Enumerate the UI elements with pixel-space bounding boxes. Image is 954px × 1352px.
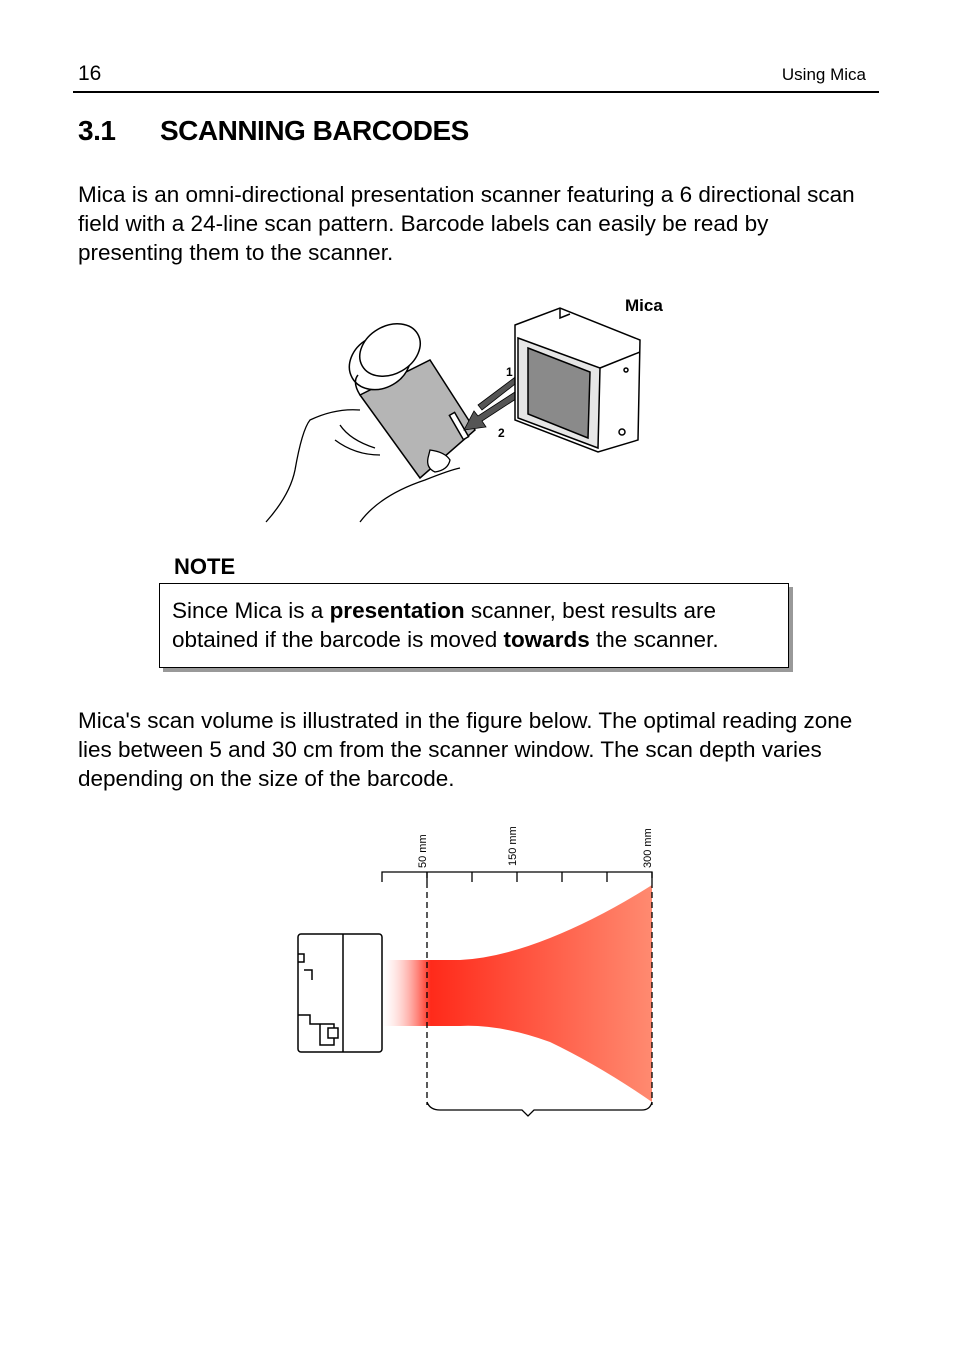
note-text-2: scanner, best results are obtained if the barcode is moved bbox=[172, 598, 716, 652]
running-title: Using Mica bbox=[781, 65, 866, 84]
page-number: 16 bbox=[78, 62, 102, 85]
volume-paragraph: Mica's scan volume is illustrated in the figure below. The optimal reading zone lies between 5 and 30 cm from the scanner window. The scan depth varies depending on the size of the barcode. bbox=[78, 708, 853, 791]
distance-ruler bbox=[382, 872, 652, 882]
note-label: NOTE bbox=[174, 554, 236, 579]
tick-50mm-label: 50 mm bbox=[417, 834, 429, 868]
arrow1-label: 1 bbox=[506, 365, 513, 379]
note-text-1: Since Mica is a bbox=[172, 598, 330, 623]
arrow2-label: 2 bbox=[498, 426, 505, 440]
note-bold-towards: towards bbox=[503, 627, 590, 652]
section-title: SCANNING BARCODES bbox=[160, 115, 469, 146]
reading-zone-bracket bbox=[427, 1102, 652, 1116]
tick-150mm-label: 150 mm bbox=[507, 826, 519, 866]
presentation-figure bbox=[260, 290, 680, 530]
intro-paragraph: Mica is an omni-directional presentation scanner featuring a 6 directional scan field with a 24-line scan pattern. Barcode labels can easily be read by presenting them to the scanner. bbox=[78, 182, 855, 265]
scanner-label: Mica bbox=[625, 296, 663, 315]
scanner-illustration bbox=[515, 308, 640, 452]
section-heading bbox=[78, 115, 469, 147]
bottle-illustration bbox=[339, 313, 475, 478]
scan-beam bbox=[382, 885, 652, 1102]
scan-volume-figure bbox=[290, 810, 670, 1125]
section-number: 3.1 bbox=[78, 115, 116, 146]
tick-300mm-label: 300 mm bbox=[642, 828, 654, 868]
scanner-side-view bbox=[298, 934, 382, 1052]
note-bold-presentation: presentation bbox=[329, 598, 465, 623]
note-text-3: the scanner. bbox=[589, 627, 719, 652]
header-rule bbox=[73, 91, 879, 93]
note-box bbox=[159, 583, 789, 668]
